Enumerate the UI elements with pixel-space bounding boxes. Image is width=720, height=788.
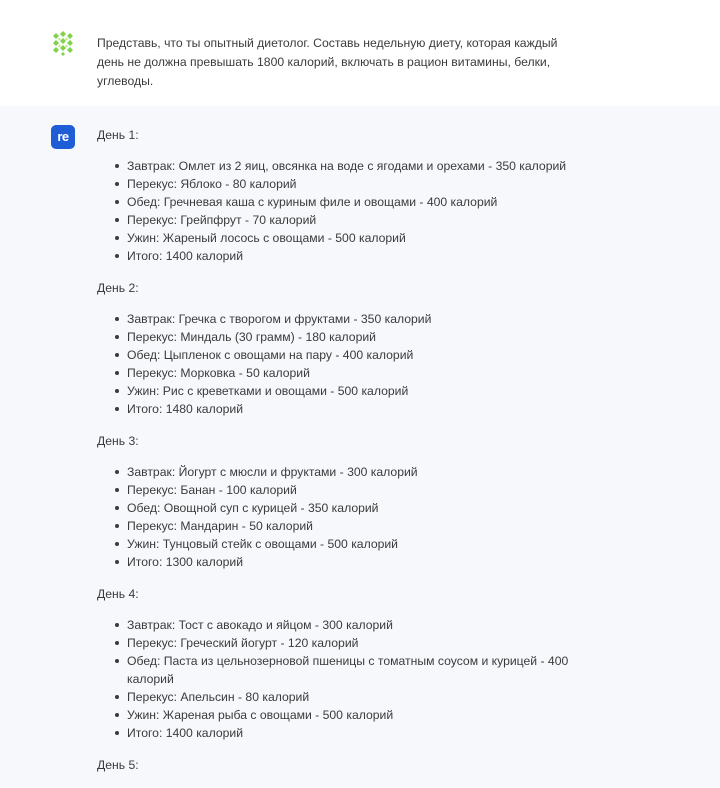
meal-item-text: Ужин: Тунцовый стейк с овощами - 500 калорий <box>127 537 398 551</box>
meal-list-item <box>97 517 597 535</box>
meal-item-text: Перекус: Миндаль (30 грамм) - 180 калорий <box>127 330 376 344</box>
bullet-icon <box>115 389 119 393</box>
meal-item-text: Перекус: Банан - 100 калорий <box>127 483 297 497</box>
day-section <box>97 585 597 742</box>
meal-list-item <box>97 364 597 382</box>
meal-list-item <box>97 175 597 193</box>
meal-item-text: Обед: Овощной суп с курицей - 350 калорий <box>127 501 379 515</box>
meal-list-item <box>97 706 597 724</box>
day-title: День 4: <box>97 587 139 601</box>
bullet-icon <box>115 236 119 240</box>
day-title: День 1: <box>97 128 139 142</box>
meal-list-item <box>97 724 597 742</box>
bullet-icon <box>115 731 119 735</box>
meal-item-text: Итого: 1300 калорий <box>127 555 244 569</box>
bullet-icon <box>115 407 119 411</box>
meal-list <box>97 463 597 571</box>
meal-list-item <box>97 499 597 517</box>
assistant-avatar: re <box>51 125 75 149</box>
bullet-icon <box>115 623 119 627</box>
meal-item-text: Обед: Гречневая каша с куриным филе и овощами - 400 калорий <box>127 195 498 209</box>
meal-list-item <box>97 247 597 265</box>
meal-list-item <box>97 688 597 706</box>
meal-item-text: Перекус: Мандарин - 50 калорий <box>127 519 313 533</box>
meal-item-text: Итого: 1400 калорий <box>127 726 244 740</box>
day-title: День 3: <box>97 434 139 448</box>
bullet-icon <box>115 371 119 375</box>
bullet-icon <box>115 200 119 204</box>
day-title: День 2: <box>97 281 139 295</box>
meal-item-text: Завтрак: Гречка с творогом и фруктами - 350 калорий <box>127 312 432 326</box>
meal-list-item <box>97 481 597 499</box>
meal-item-text: Завтрак: Омлет из 2 яиц, овсянка на воде с ягодами и орехами - 350 калорий <box>127 159 567 173</box>
bullet-icon <box>115 659 119 663</box>
assistant-message-block <box>0 106 720 772</box>
meal-list-item <box>97 400 597 418</box>
bullet-icon <box>115 164 119 168</box>
meal-list-item <box>97 553 597 571</box>
user-message-block <box>0 0 720 106</box>
bullet-icon <box>115 524 119 528</box>
meal-list-item <box>97 229 597 247</box>
day-section <box>97 126 597 265</box>
meal-item-text: Ужин: Жареная рыба с овощами - 500 калорий <box>127 708 394 722</box>
meal-list-item <box>97 652 597 688</box>
day-title: День 5: <box>97 758 139 772</box>
meal-item-text: Ужин: Жареный лосось с овощами - 500 калорий <box>127 231 406 245</box>
bullet-icon <box>115 353 119 357</box>
bullet-icon <box>115 488 119 492</box>
meal-list-item <box>97 463 597 481</box>
bullet-icon <box>115 641 119 645</box>
meal-item-text: Обед: Цыпленок с овощами на пару - 400 калорий <box>127 348 414 362</box>
meal-list <box>97 157 597 265</box>
meal-list-item <box>97 382 597 400</box>
meal-item-text: Завтрак: Йогурт с мюсли и фруктами - 300 калорий <box>127 465 418 479</box>
bullet-icon <box>115 506 119 510</box>
assistant-message-content <box>97 126 597 788</box>
bullet-icon <box>115 560 119 564</box>
meal-list-item <box>97 346 597 364</box>
bullet-icon <box>115 470 119 474</box>
day-section <box>97 279 597 418</box>
bullet-icon <box>115 254 119 258</box>
user-avatar-icon <box>50 30 76 56</box>
day-section <box>97 432 597 571</box>
user-message-text: Представь, что ты опытный диетолог. Составь недельную диету, которая каждый день не должна превышать 1800 калорий, включать в рацион витамины, белки, углеводы. <box>97 36 558 88</box>
bullet-icon <box>115 335 119 339</box>
bullet-icon <box>115 182 119 186</box>
meal-list-item <box>97 211 597 229</box>
bullet-icon <box>115 317 119 321</box>
meal-list <box>97 310 597 418</box>
bullet-icon <box>115 695 119 699</box>
meal-item-text: Итого: 1480 калорий <box>127 402 244 416</box>
meal-item-text: Перекус: Морковка - 50 калорий <box>127 366 310 380</box>
day-section <box>97 756 597 774</box>
meal-list-item <box>97 616 597 634</box>
bullet-icon <box>115 713 119 717</box>
meal-list-item <box>97 535 597 553</box>
meal-item-text: Перекус: Грейпфрут - 70 калорий <box>127 213 317 227</box>
meal-list <box>97 616 597 742</box>
meal-list-item <box>97 634 597 652</box>
bullet-icon <box>115 542 119 546</box>
meal-item-text: Перекус: Апельсин - 80 калорий <box>127 690 310 704</box>
bullet-icon <box>115 218 119 222</box>
meal-item-text: Ужин: Рис с креветками и овощами - 500 калорий <box>127 384 409 398</box>
meal-item-text: Итого: 1400 калорий <box>127 249 244 263</box>
meal-list-item <box>97 328 597 346</box>
meal-item-text: Завтрак: Тост с авокадо и яйцом - 300 калорий <box>127 618 393 632</box>
meal-item-text: Перекус: Греческий йогурт - 120 калорий <box>127 636 359 650</box>
meal-item-text: Обед: Паста из цельнозерновой пшеницы с томатным соусом и курицей - 400 калорий <box>127 654 569 686</box>
meal-list-item <box>97 193 597 211</box>
meal-item-text: Перекус: Яблоко - 80 калорий <box>127 177 297 191</box>
meal-list-item <box>97 157 597 175</box>
meal-list-item <box>97 310 597 328</box>
